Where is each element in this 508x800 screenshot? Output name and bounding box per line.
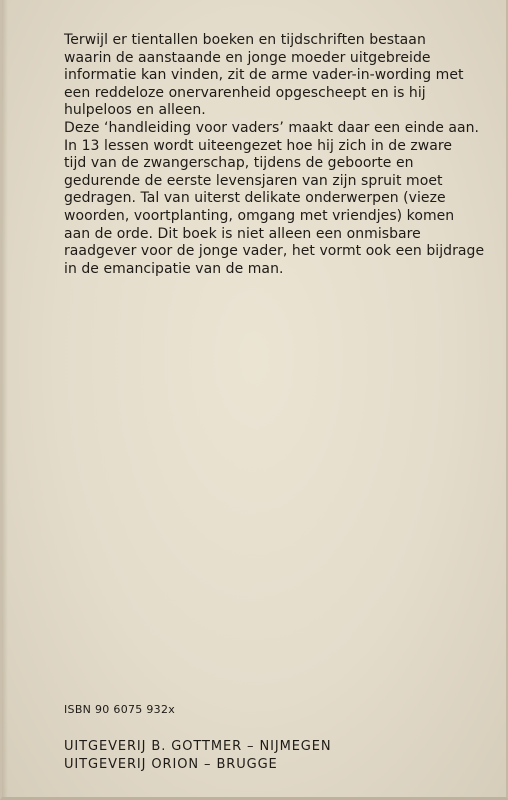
- publisher-block: [64, 738, 332, 774]
- blurb-paragraph-3: [64, 138, 484, 279]
- blurb-line: in de emancipatie van de man.: [64, 260, 284, 277]
- blurb-line: hulpeloos en alleen.: [64, 102, 206, 119]
- blurb-line: gedragen. Tal van uiterst delikate onderwerpen (vieze: [64, 190, 446, 207]
- blurb-line: tijd van de zwangerschap, tijdens de geboorte en: [64, 155, 414, 172]
- blurb-line: Terwijl er tientallen boeken en tijdschriften bestaan: [64, 32, 426, 48]
- blurb-line: Deze ‘handleiding voor vaders’ maakt daar een einde aan.: [64, 119, 480, 136]
- blurb-paragraph-2: [64, 120, 484, 138]
- blurb-line: waarin de aanstaande en jonge moeder uitgebreide: [64, 49, 431, 66]
- spine-shadow: [2, 0, 8, 797]
- blurb-paragraph-1: [64, 32, 484, 120]
- publisher-line: UITGEVERIJ B. GOTTMER – NIJMEGEN: [64, 739, 332, 754]
- blurb-line: raadgever voor de jonge vader, het vormt ook een bijdrage: [64, 243, 485, 260]
- isbn-number: ISBN 90 6075 932x: [64, 703, 176, 716]
- blurb-line: informatie kan vinden, zit de arme vader-in-wording met: [64, 67, 464, 84]
- blurb-line: woorden, voortplanting, omgang met vriendjes) komen: [64, 207, 455, 224]
- blurb-line: aan de orde. Dit boek is niet alleen een onmisbare: [64, 225, 421, 242]
- blurb-line: gedurende de eerste levensjaren van zijn spruit moet: [64, 172, 443, 189]
- publisher-line: UITGEVERIJ ORION – BRUGGE: [64, 757, 278, 772]
- blurb-line: een reddeloze onervarenheid opgescheept en is hij: [64, 84, 426, 101]
- blurb-text: [64, 32, 484, 278]
- blurb-line: In 13 lessen wordt uiteengezet hoe hij zich in de zware: [64, 137, 453, 154]
